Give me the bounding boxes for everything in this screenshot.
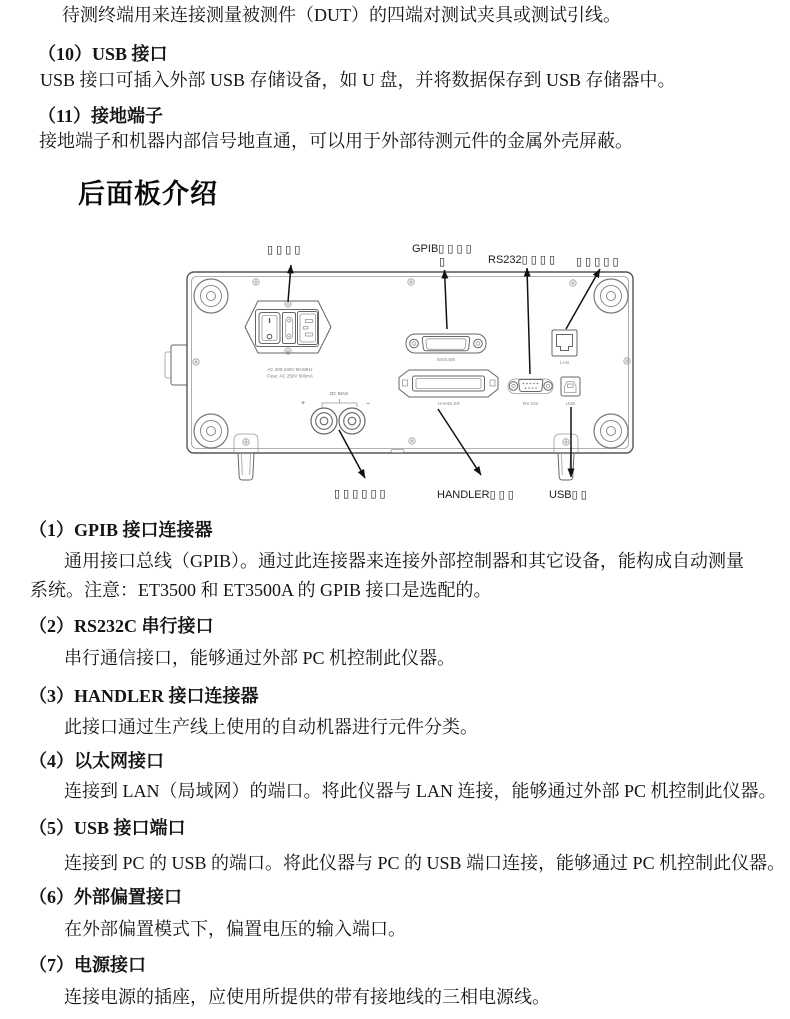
- lan-callout: ▯ ▯ ▯ ▯ ▯: [576, 256, 619, 268]
- section-5-heading: （5）USB 接口端口: [29, 818, 186, 838]
- rs232-callout: RS232▯ ▯ ▯ ▯: [488, 254, 556, 266]
- section-2-line-1: 串行通信接口，能够通过外部 PC 机控制此仪器。: [64, 648, 456, 668]
- section-5-line-1: 连接到 PC 的 USB 的端口。将此仪器与 PC 的 USB 端口连接，能够通过 PC 机控制此仪器。: [64, 853, 786, 873]
- rear-panel-diagram: [150, 228, 650, 513]
- lan-port-label: LAN: [560, 360, 569, 365]
- section-3-heading: （3）HANDLER 接口连接器: [29, 686, 259, 706]
- item10-body: USB 接口可插入外部 USB 存储设备，如 U 盘，并将数据保存到 USB 存储器中。: [40, 70, 676, 90]
- page-title: 后面板介绍: [78, 179, 218, 209]
- usb-port-label: USB: [565, 401, 576, 406]
- section-6-line-1: 在外部偏置模式下，偏置电压的输入端口。: [64, 919, 406, 939]
- section-6-heading: （6）外部偏置接口: [29, 887, 182, 907]
- iec-inlet: [298, 312, 318, 345]
- section-1-line-1: 通用接口总线（GPIB）。通过此连接器来连接外部控制器和其它设备，能构成自动测量: [64, 551, 745, 571]
- section-3-line-1: 此接口通过生产线上使用的自动机器进行元件分类。: [64, 717, 478, 737]
- section-1-line-2: 系统。注意：ET3500 和 ET3500A 的 GPIB 接口是选配的。: [30, 580, 492, 600]
- plus-sign: +: [300, 400, 306, 407]
- section-1-heading: （1）GPIB 接口连接器: [29, 520, 213, 540]
- gpib-callout-line1: GPIB▯ ▯ ▯ ▯: [412, 243, 472, 255]
- minus-sign: −: [365, 401, 371, 408]
- bottom-slot: [391, 450, 404, 453]
- power-switch: [259, 313, 280, 344]
- bias-jack-positive: [311, 408, 337, 434]
- section-2-heading: （2）RS232C 串行接口: [29, 616, 214, 636]
- item11-heading: （11）接地端子: [38, 106, 164, 126]
- bias-callout: ▯ ▯ ▯ ▯ ▯ ▯: [334, 488, 386, 500]
- gpib-callout-line2: ▯: [439, 256, 446, 268]
- section-7-line-1: 连接电源的插座，应使用所提供的带有接地线的三相电源线。: [64, 987, 550, 1007]
- ac-rating-label: AC 200-240V 50-60Hz: [267, 367, 313, 372]
- fuse-rating-label: Fuse: AC 250V 500mA: [267, 373, 313, 379]
- section-4-heading: （4）以太网接口: [29, 751, 164, 771]
- side-handle: [165, 345, 188, 385]
- section-7-heading: （7）电源接口: [29, 955, 146, 975]
- handler-port-label: HANDLER: [438, 401, 460, 406]
- power-callout: ▯ ▯ ▯ ▯: [267, 244, 301, 256]
- ieee488-label: IEEE488: [436, 357, 456, 362]
- section-4-line-1: 连接到 LAN（局域网）的端口。将此仪器与 LAN 连接，能够通过外部 PC 机控制此仪器。: [64, 781, 777, 801]
- item10-heading: （10）USB 接口: [38, 44, 168, 64]
- fuse-holder: [283, 313, 296, 344]
- item11-body: 接地端子和机器内部信号地直通，可以用于外部待测元件的金属外壳屏蔽。: [39, 131, 633, 151]
- bias-jack-negative: [339, 408, 365, 434]
- intro-line: 待测终端用来连接测量被测件（DUT）的四端对测试夹具或测试引线。: [62, 5, 621, 25]
- dc-bias-label: DC BIAS: [329, 391, 349, 396]
- handler-callout: HANDLER▯ ▯ ▯: [437, 489, 514, 501]
- usb-callout: USB▯ ▯: [549, 489, 587, 501]
- rs232-port-label: RS-232: [522, 401, 539, 406]
